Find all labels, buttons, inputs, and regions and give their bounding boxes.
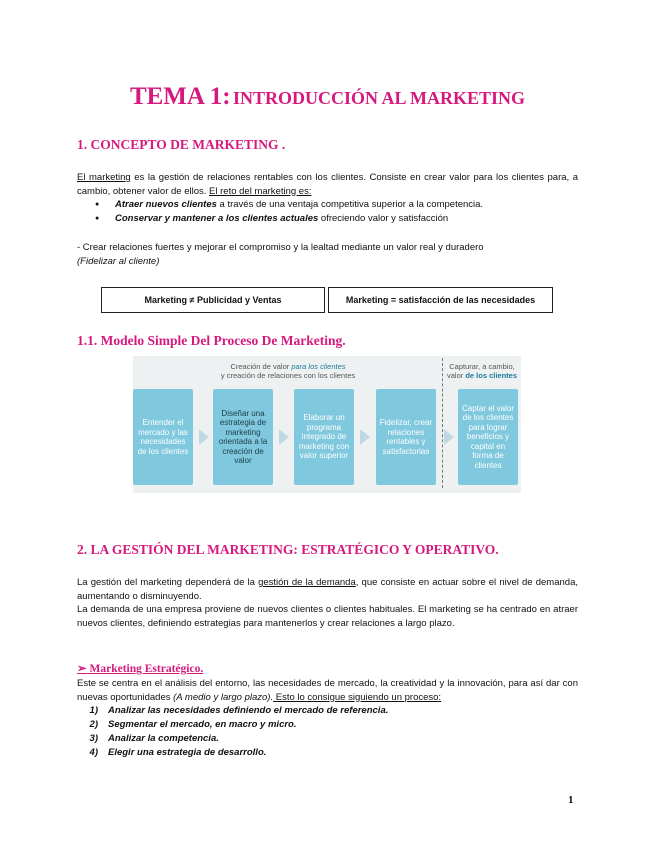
section2-para2: La demanda de una empresa proviene de nuevos clientes o clientes habituales. El marketing se ha centrado en atraer nuevos clientes, definiendo estrategias para mantenerlos y crear relaciones a largo plazo.	[77, 604, 578, 629]
diagram-step-5: Captar el valor de los clientes para lograr beneficios y capital en forma de clientes	[458, 389, 518, 485]
diagram-step-2: Diseñar una estrategia de marketing orientada a la creación de valor	[213, 389, 273, 485]
diagram-step-1: Entender el mercado y las necesidades de los clientes	[133, 389, 193, 485]
section11-heading: 1.1. Modelo Simple Del Proceso De Marketing.	[77, 333, 346, 348]
diagram-caption-left: Creación de valor para los clientes y creación de relaciones con los clientes	[220, 362, 356, 380]
demand-management-term: gestión de la demanda	[258, 577, 356, 588]
list-item: ● Conservar y mantener a los clientes actuales ofreciendo valor y satisfacción	[77, 212, 578, 226]
intro-text: es la gestión de relaciones rentables con los clientes. Consiste en crear valor para los clientes para, a cambio, obtener valor de ellos.	[77, 172, 578, 197]
para2-italic: (Fidelizar al cliente)	[77, 255, 160, 267]
section2-para1: La gestión del marketing dependerá de la gestión de la demanda, que consiste en actuar sobre el nivel de demanda, aumentando o disminuyendo.	[77, 577, 578, 602]
arrow-icon	[279, 429, 289, 445]
title-rest: INTRODUCCIÓN AL MARKETING	[233, 88, 526, 108]
para2-text: - Crear relaciones fuertes y mejorar el compromiso y la lealtad mediante un valor real y duradero	[77, 242, 484, 253]
section1-bullets	[77, 198, 578, 225]
diagram-step-4: Fidelizar, crear relaciones rentables y satisfactorias	[376, 389, 436, 485]
list-item: 1) Analizar las necesidades definiendo el mercado de referencia.	[89, 705, 389, 716]
list-item: 2) Segmentar el mercado, en macro y micro.	[89, 719, 297, 730]
list-item: 4) Elegir una estrategia de desarrollo.	[89, 747, 267, 758]
list-item: 3) Analizar la competencia.	[89, 733, 219, 744]
marketing-process-diagram	[133, 356, 521, 493]
list-item: ● Atraer nuevos clientes a través de una ventaja competitiva superior a la competencia.	[77, 198, 578, 212]
section1-intro	[77, 171, 578, 198]
arrow-icon	[360, 429, 370, 445]
intro-term: El marketing	[77, 172, 131, 183]
page-title	[0, 83, 655, 111]
process-steps	[77, 704, 578, 760]
section2-heading: 2. LA GESTIÓN DEL MARKETING: ESTRATÉGICO Y OPERATIVO.	[77, 542, 499, 557]
strategic-marketing-heading: ➢ Marketing Estratégico.	[77, 663, 204, 675]
box-marketing-not-ads: Marketing ≠ Publicidad y Ventas	[101, 287, 325, 313]
section2-para3: Este se centra en el análisis del entorno, las necesidades de mercado, la creatividad y la innovación, para así dar con nuevas oportunidades (A medio y largo plazo). Esto lo consigue siguiendo un proceso:	[77, 678, 578, 703]
page-number: 1	[568, 794, 574, 806]
arrow-icon	[199, 429, 209, 445]
reto-label: El reto del marketing es:	[209, 185, 312, 197]
box-marketing-satisfaction: Marketing = satisfacción de las necesidades	[328, 287, 553, 313]
section1-para2	[77, 241, 578, 268]
section1-heading: 1. CONCEPTO DE MARKETING .	[77, 137, 286, 152]
arrow-icon	[444, 429, 454, 445]
diagram-step-3: Elaborar un programa integrado de marketing con valor superior	[294, 389, 354, 485]
title-prefix: TEMA 1:	[129, 83, 231, 110]
diagram-caption-right: Capturar, a cambio, valor de los clientes	[446, 362, 518, 380]
